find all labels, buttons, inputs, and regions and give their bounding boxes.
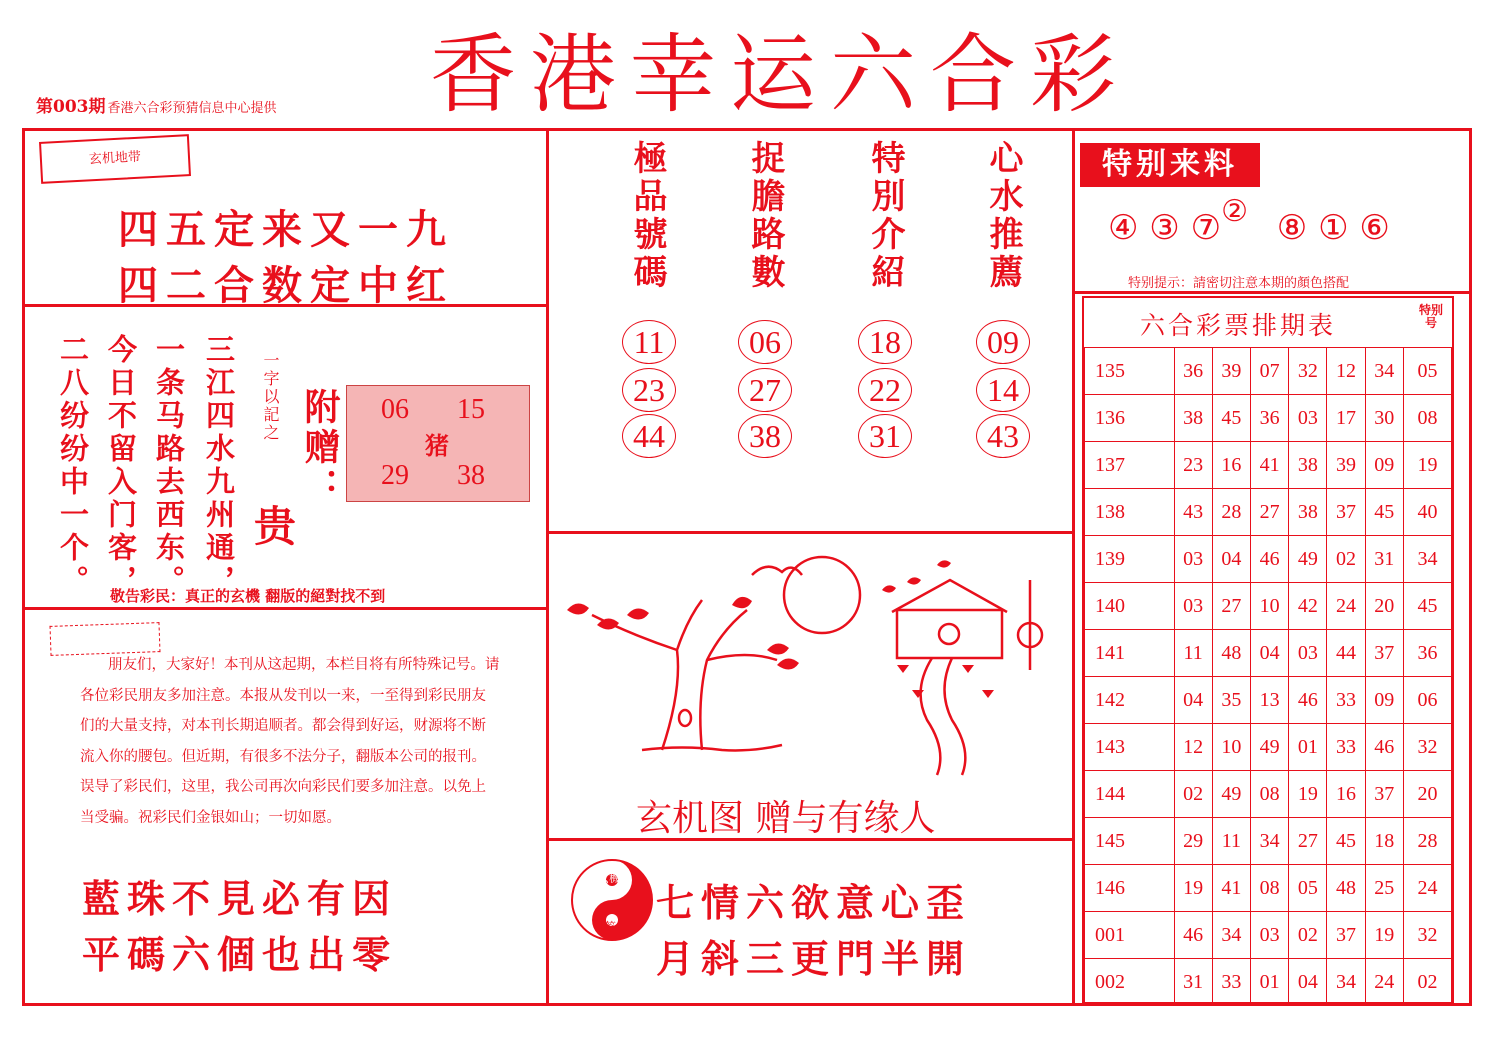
- notice-paragraph: 朋友们，大家好！本刊从这起期，本栏目将有所特殊记号。请各位彩民朋友多加注意。本报从发刊以一来，一至得到彩民朋友们的大量支持，对本刊长期追顺者。都会得到好运，财源将不断流入你的腰包。但近期，有很多不法分子，翻版本公司的报刊。误导了彩民们，这里，我公司再次向彩民们要多加注意。以免上当受骗。祝彩民们金银如山；一切如愿。: [80, 657, 500, 826]
- special-number-1: ④: [1108, 208, 1139, 248]
- mid-heading-1: 極品號碼: [627, 140, 667, 292]
- number-cell: 12: [1174, 724, 1212, 771]
- table-row: [1085, 818, 1452, 865]
- table-row: [1085, 489, 1452, 536]
- number-cell: 45: [1212, 395, 1250, 442]
- number-cell: 31: [1174, 959, 1212, 1006]
- number-cell: 18: [1365, 818, 1403, 865]
- number-cell: 29: [1174, 818, 1212, 865]
- left-bottom-line-2: 平碼六個也出零: [82, 932, 398, 977]
- mid-number-3-2: 22: [858, 368, 912, 412]
- number-cell: 24: [1365, 959, 1403, 1006]
- mid-number-2-3: 38: [738, 414, 792, 458]
- number-cell: 16: [1327, 771, 1365, 818]
- special-cell: 40: [1403, 489, 1451, 536]
- table-row: [1085, 959, 1452, 1006]
- number-cell: 43: [1174, 489, 1212, 536]
- mid-number-1-3: 44: [622, 414, 676, 458]
- number-cell: 41: [1251, 442, 1289, 489]
- number-cell: 49: [1251, 724, 1289, 771]
- number-cell: 39: [1327, 442, 1365, 489]
- special-tip: 特别提示：請密切注意本期的顏色搭配: [1128, 276, 1350, 291]
- period-cell: 142: [1085, 677, 1175, 724]
- number-cell: 01: [1289, 724, 1327, 771]
- number-cell: 48: [1327, 865, 1365, 912]
- number-cell: 19: [1365, 912, 1403, 959]
- period-cell: 146: [1085, 865, 1175, 912]
- number-cell: 17: [1327, 395, 1365, 442]
- period-cell: 139: [1085, 536, 1175, 583]
- period-cell: 138: [1085, 489, 1175, 536]
- table-row: [1085, 677, 1452, 724]
- special-cell: 24: [1403, 865, 1451, 912]
- number-cell: 09: [1365, 442, 1403, 489]
- warning-text: 敬告彩民：真正的玄機 翻版的絕對找不到: [110, 587, 386, 605]
- number-cell: 03: [1174, 536, 1212, 583]
- hint-small: 一字以記之: [261, 352, 280, 442]
- table-row: [1085, 912, 1452, 959]
- gift-number-3: 29: [381, 460, 409, 491]
- yinyang-label-1: 玄機: [598, 872, 620, 885]
- mid-number-4-2: 14: [976, 368, 1030, 412]
- divider-right: [1072, 130, 1075, 1004]
- table-row: [1085, 536, 1452, 583]
- number-cell: 25: [1365, 865, 1403, 912]
- number-cell: 16: [1212, 442, 1250, 489]
- number-cell: 37: [1365, 630, 1403, 677]
- number-cell: 19: [1289, 771, 1327, 818]
- period-cell: 001: [1085, 912, 1175, 959]
- divider-mid-1: [548, 531, 1074, 534]
- number-cell: 38: [1289, 489, 1327, 536]
- issue-line: [36, 92, 277, 117]
- special-number-3: ⑦: [1190, 208, 1222, 248]
- special-number-2: ③: [1149, 208, 1180, 248]
- number-cell: 04: [1174, 677, 1212, 724]
- number-cell: 19: [1174, 865, 1212, 912]
- number-cell: 11: [1174, 630, 1212, 677]
- number-cell: 33: [1327, 677, 1365, 724]
- number-cell: 34: [1365, 348, 1403, 395]
- mid-number-3-3: 31: [858, 414, 912, 458]
- schedule-table: [1084, 347, 1452, 1006]
- number-cell: 12: [1327, 348, 1365, 395]
- number-cell: 20: [1365, 583, 1403, 630]
- number-cell: 03: [1289, 395, 1327, 442]
- special-cell: 02: [1403, 959, 1451, 1006]
- number-cell: 02: [1289, 912, 1327, 959]
- number-cell: 04: [1212, 536, 1250, 583]
- period-cell: 144: [1085, 771, 1175, 818]
- main-line-1: 四五定来又一九: [118, 206, 454, 253]
- number-cell: 45: [1365, 489, 1403, 536]
- special-cell: 36: [1403, 630, 1451, 677]
- number-cell: 46: [1365, 724, 1403, 771]
- number-cell: 36: [1251, 395, 1289, 442]
- number-cell: 45: [1327, 818, 1365, 865]
- special-number-7: ⑥: [1359, 208, 1390, 248]
- table-row: [1085, 395, 1452, 442]
- mid-heading-3: 特別介紹: [865, 140, 905, 292]
- number-cell: 46: [1289, 677, 1327, 724]
- special-cell: 08: [1403, 395, 1451, 442]
- table-row: [1085, 442, 1452, 489]
- table-row: [1085, 724, 1452, 771]
- poem-column-3: 今日不留入门客，: [104, 334, 138, 598]
- divider-left-2: [24, 607, 548, 610]
- special-header: 特别号: [1418, 303, 1443, 330]
- gift-label: 附赠：: [299, 388, 341, 508]
- number-cell: 49: [1289, 536, 1327, 583]
- special-cell: 20: [1403, 771, 1451, 818]
- number-cell: 24: [1327, 583, 1365, 630]
- period-cell: 002: [1085, 959, 1175, 1006]
- number-cell: 31: [1365, 536, 1403, 583]
- period-cell: 143: [1085, 724, 1175, 771]
- mid-number-2-2: 27: [738, 368, 792, 412]
- special-cell: 34: [1403, 536, 1451, 583]
- table-row: [1085, 583, 1452, 630]
- number-cell: 07: [1251, 348, 1289, 395]
- picture-caption: 玄机图 赠与有缘人: [636, 798, 936, 839]
- poem-column-2: 一条马路去西东。: [152, 334, 186, 598]
- number-cell: 48: [1212, 630, 1250, 677]
- hint-char: 贵: [254, 502, 297, 551]
- period-cell: 136: [1085, 395, 1175, 442]
- number-cell: 37: [1327, 912, 1365, 959]
- divider-right-1: [1074, 291, 1470, 294]
- gift-box: [346, 385, 530, 502]
- number-cell: 04: [1251, 630, 1289, 677]
- number-cell: 46: [1174, 912, 1212, 959]
- poem-column-4: 二八纷纷中一个。: [56, 334, 90, 598]
- special-cell: 19: [1403, 442, 1451, 489]
- number-cell: 44: [1327, 630, 1365, 677]
- number-cell: 05: [1289, 865, 1327, 912]
- period-cell: 135: [1085, 348, 1175, 395]
- special-cell: 06: [1403, 677, 1451, 724]
- number-cell: 04: [1289, 959, 1327, 1006]
- table-row: [1085, 771, 1452, 818]
- number-cell: 08: [1251, 865, 1289, 912]
- number-cell: 03: [1289, 630, 1327, 677]
- number-cell: 28: [1212, 489, 1250, 536]
- divider-left: [546, 130, 549, 1004]
- number-cell: 49: [1212, 771, 1250, 818]
- mid-number-1-1: 11: [622, 320, 676, 364]
- mid-number-4-3: 43: [976, 414, 1030, 458]
- number-cell: 34: [1212, 912, 1250, 959]
- mid-number-4-1: 09: [976, 320, 1030, 364]
- number-cell: 46: [1251, 536, 1289, 583]
- number-cell: 01: [1251, 959, 1289, 1006]
- number-cell: 27: [1289, 818, 1327, 865]
- poem-column-1: 三江四水九州通，: [202, 334, 236, 598]
- special-number-4: ②: [1221, 194, 1248, 229]
- number-cell: 34: [1327, 959, 1365, 1006]
- number-cell: 37: [1365, 771, 1403, 818]
- gift-number-2: 15: [457, 394, 485, 425]
- special-numbers: [1108, 194, 1390, 248]
- gift-animal: 猪: [425, 432, 449, 460]
- yinyang-label-2: 神签: [594, 920, 616, 933]
- number-cell: 35: [1212, 677, 1250, 724]
- gift-number-4: 38: [457, 460, 485, 491]
- number-cell: 11: [1212, 818, 1250, 865]
- table-row: [1085, 348, 1452, 395]
- special-tag: 特别来料: [1080, 143, 1260, 187]
- issue-source: 香港六合彩预猜信息中心提供: [107, 101, 277, 116]
- number-cell: 32: [1289, 348, 1327, 395]
- period-cell: 140: [1085, 583, 1175, 630]
- mid-heading-2: 捉膽路數: [745, 140, 785, 292]
- number-cell: 09: [1365, 677, 1403, 724]
- number-cell: 02: [1327, 536, 1365, 583]
- special-number-6: ①: [1318, 208, 1349, 248]
- number-cell: 30: [1365, 395, 1403, 442]
- number-cell: 33: [1327, 724, 1365, 771]
- number-cell: 08: [1251, 771, 1289, 818]
- main-line-2: 四二合数定中红: [118, 262, 454, 309]
- number-cell: 13: [1251, 677, 1289, 724]
- number-cell: 37: [1327, 489, 1365, 536]
- number-cell: 39: [1212, 348, 1250, 395]
- number-cell: 03: [1251, 912, 1289, 959]
- mid-number-3-1: 18: [858, 320, 912, 364]
- left-bottom-line-1: 藍珠不見必有因: [82, 876, 398, 921]
- page-title: 香港幸运六合彩: [430, 25, 1130, 125]
- mid-heading-4: 心水推薦: [983, 140, 1023, 292]
- mid-bottom-line-1: 七情六欲意心歪: [656, 880, 972, 925]
- number-cell: 03: [1174, 583, 1212, 630]
- number-cell: 34: [1251, 818, 1289, 865]
- number-cell: 41: [1212, 865, 1250, 912]
- table-row: [1085, 865, 1452, 912]
- special-cell: 32: [1403, 912, 1451, 959]
- special-cell: 45: [1403, 583, 1451, 630]
- mid-number-2-1: 06: [738, 320, 792, 364]
- number-cell: 38: [1174, 395, 1212, 442]
- special-cell: 32: [1403, 724, 1451, 771]
- period-cell: 141: [1085, 630, 1175, 677]
- number-cell: 10: [1251, 583, 1289, 630]
- number-cell: 02: [1174, 771, 1212, 818]
- special-number-5: ⑧: [1276, 208, 1308, 248]
- number-cell: 33: [1212, 959, 1250, 1006]
- special-cell: 28: [1403, 818, 1451, 865]
- mystery-drawing: [552, 540, 1070, 780]
- issue-number: 第003期: [36, 97, 106, 117]
- number-cell: 36: [1174, 348, 1212, 395]
- number-cell: 27: [1251, 489, 1289, 536]
- number-cell: 42: [1289, 583, 1327, 630]
- period-cell: 137: [1085, 442, 1175, 489]
- stamp-label: 玄机地带: [39, 134, 191, 184]
- number-cell: 38: [1289, 442, 1327, 489]
- special-cell: 05: [1403, 348, 1451, 395]
- number-cell: 27: [1212, 583, 1250, 630]
- mid-bottom-line-2: 月斜三更門半開: [656, 936, 972, 981]
- period-cell: 145: [1085, 818, 1175, 865]
- table-row: [1085, 630, 1452, 677]
- gift-number-1: 06: [381, 394, 409, 425]
- number-cell: 23: [1174, 442, 1212, 489]
- schedule-table-title: 六合彩票排期表: [1140, 311, 1337, 340]
- mid-number-1-2: 23: [622, 368, 676, 412]
- number-cell: 10: [1212, 724, 1250, 771]
